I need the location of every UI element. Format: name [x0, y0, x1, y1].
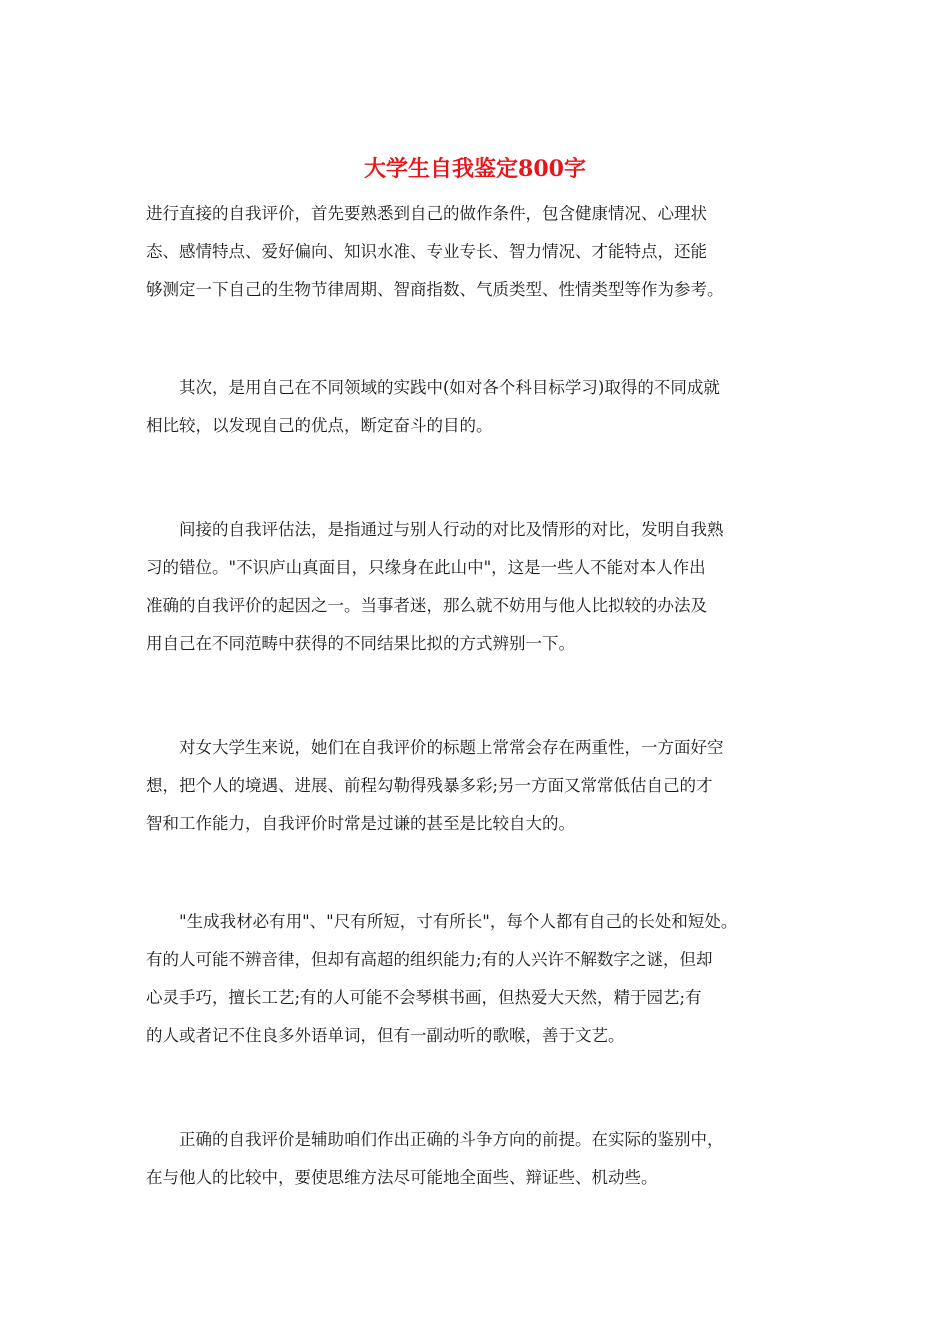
paragraph-line: 准确的自我评价的起因之一。当事者迷，那么就不妨用与他人比拟较的办法及 [146, 596, 707, 615]
paragraph-line: 正确的自我评价是辅助咱们作出正确的斗争方向的前提。在实际的鉴别中， [146, 1130, 724, 1149]
paragraph-line: 习的错位。"不识庐山真面目，只缘身在此山中"，这是一些人不能对本人作出 [146, 558, 706, 577]
paragraph-line: 用自己在不同范畴中获得的不同结果比拟的方式辨别一下。 [146, 634, 575, 653]
paragraph-line: 间接的自我评估法，是指通过与别人行动的对比及情形的对比，发明自我熟 [146, 520, 724, 539]
paragraph-line: 够测定一下自己的生物节律周期、智商指数、气质类型、性情类型等作为参考。 [146, 280, 724, 299]
paragraph-4 [146, 729, 816, 843]
paragraph-line: 态、感情特点、爱好偏向、知识水准、专业专长、智力情况、才能特点，还能 [146, 242, 707, 261]
paragraph-line: 在与他人的比较中，要使思维方法尽可能地全面些、辩证些、机动些。 [146, 1168, 658, 1187]
paragraph-line: 心灵手巧，擅长工艺;有的人可能不会琴棋书画，但热爱大天然，精于园艺;有 [146, 988, 702, 1007]
paragraph-1 [146, 195, 816, 309]
paragraph-line: 的人或者记不住良多外语单词，但有一副动听的歌喉，善于文艺。 [146, 1026, 625, 1045]
paragraph-line: 其次，是用自己在不同领域的实践中(如对各个科目标学习)取得的不同成就 [146, 378, 720, 397]
paragraph-5 [146, 903, 816, 1055]
paragraph-line: 进行直接的自我评价，首先要熟悉到自己的做作条件，包含健康情况、心理状 [146, 204, 707, 223]
paragraph-2 [146, 369, 816, 445]
paragraph-3 [146, 511, 816, 663]
paragraph-6 [146, 1121, 816, 1197]
document-title: 大学生自我鉴定800字 [364, 156, 586, 182]
paragraph-line: 想，把个人的境遇、进展、前程勾勒得残暴多彩;另一方面又常常低估自己的才 [146, 776, 713, 795]
paragraph-line: 有的人可能不辨音律，但却有高超的组织能力;有的人兴许不解数字之谜，但却 [146, 950, 713, 969]
paragraph-line: 智和工作能力，自我评价时常是过谦的甚至是比较自大的。 [146, 814, 575, 833]
paragraph-line: "生成我材必有用"、"尺有所短，寸有所长"，每个人都有自己的长处和短处。 [146, 912, 738, 931]
paragraph-line: 相比较，以发现自己的优点，断定奋斗的目的。 [146, 416, 493, 435]
paragraph-line: 对女大学生来说，她们在自我评价的标题上常常会存在两重性，一方面好空 [146, 738, 724, 757]
